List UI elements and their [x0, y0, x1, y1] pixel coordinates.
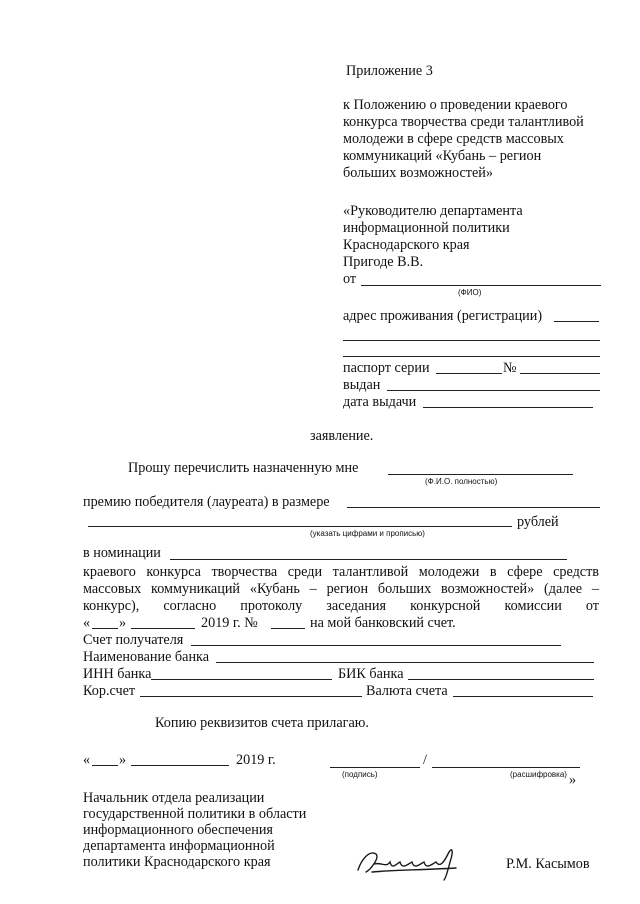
- position-line-2: государственной политики в области: [83, 806, 307, 822]
- contest-line-1: краевого конкурса творчества среди талантливой молодежи в сфере средств: [83, 564, 599, 580]
- corr-field[interactable]: [140, 696, 362, 697]
- corr-label: Кор.счет: [83, 683, 136, 699]
- contest-line-2: массовых коммуникаций «Кубань – регион больших возможностей» (далее –: [83, 581, 599, 597]
- position-line-1: Начальник отдела реализации: [83, 790, 265, 806]
- full-name-caption: (Ф.И.О. полностью): [425, 477, 498, 486]
- currency-account-field[interactable]: [453, 696, 593, 697]
- sign-year: 2019 г.: [236, 752, 276, 768]
- inn-field[interactable]: [151, 679, 332, 680]
- currency-account-label: Валюта счета: [366, 683, 448, 699]
- sign-day-field[interactable]: [92, 765, 118, 766]
- account-label: Счет получателя: [83, 632, 184, 648]
- amount-caption: (указать цифрами и прописью): [310, 529, 425, 538]
- issued-label: выдан: [343, 377, 381, 393]
- sign-slash: /: [423, 752, 427, 768]
- addressee-line-4: Пригоде В.В.: [343, 254, 424, 270]
- protocol-year-label: 2019 г. №: [201, 615, 258, 631]
- issue-date-label: дата выдачи: [343, 394, 417, 410]
- from-label: от: [343, 271, 357, 287]
- residence-line-2[interactable]: [343, 340, 600, 341]
- bik-field[interactable]: [408, 679, 594, 680]
- regulation-line-2: конкурса творчества среди талантливой: [343, 114, 584, 130]
- addressee-line-2: информационной политики: [343, 220, 510, 236]
- position-line-3: информационного обеспечения: [83, 822, 273, 838]
- bank-name-field[interactable]: [216, 662, 594, 663]
- decoding-field[interactable]: [432, 767, 580, 768]
- document-title: заявление.: [310, 428, 374, 444]
- fio-caption: (ФИО): [458, 288, 482, 297]
- appendix-title: Приложение 3: [346, 63, 433, 79]
- passport-number-label: №: [503, 360, 517, 376]
- closing-quote: »: [569, 772, 577, 788]
- decoding-caption: (расшифровка): [510, 770, 567, 779]
- regulation-line-1: к Положению о проведении краевого: [343, 97, 568, 113]
- addressee-line-3: Краснодарского края: [343, 237, 470, 253]
- prize-amount-field-2[interactable]: [88, 526, 512, 527]
- issue-date-field[interactable]: [423, 407, 593, 408]
- prize-label: премию победителя (лауреата) в размере: [83, 494, 330, 510]
- signature-caption: (подпись): [342, 770, 378, 779]
- bik-label: БИК банка: [338, 666, 404, 682]
- attachment-note: Копию реквизитов счета прилагаю.: [155, 715, 369, 731]
- currency-label: рублей: [517, 514, 559, 530]
- full-name-field[interactable]: [388, 474, 573, 475]
- prize-amount-field-1[interactable]: [347, 507, 600, 508]
- regulation-line-5: больших возможностей»: [343, 165, 493, 181]
- regulation-line-4: коммуникаций «Кубань – регион: [343, 148, 542, 164]
- bank-name-label: Наименование банка: [83, 649, 210, 665]
- nomination-label: в номинации: [83, 545, 161, 561]
- addressee-line-1: «Руководителю департамента: [343, 203, 523, 219]
- nomination-field[interactable]: [170, 559, 567, 560]
- handwritten-signature: [352, 840, 472, 884]
- protocol-day-field[interactable]: [92, 628, 118, 629]
- sign-month-field[interactable]: [131, 765, 229, 766]
- residence-line-1[interactable]: [554, 321, 599, 322]
- contest-line-3: конкурс), согласно протоколу заседания конкурсной комиссии от: [83, 598, 599, 614]
- regulation-line-3: молодежи в сфере средств массовых: [343, 131, 564, 147]
- request-label: Прошу перечислить назначенную мне: [128, 460, 359, 476]
- position-line-5: политики Краснодарского края: [83, 854, 271, 870]
- inn-label: ИНН банка: [83, 666, 152, 682]
- issued-field[interactable]: [387, 390, 600, 391]
- passport-series-field[interactable]: [436, 373, 502, 374]
- account-field[interactable]: [191, 645, 561, 646]
- bank-account-tail: на мой банковский счет.: [310, 615, 456, 631]
- sign-date-open: «: [83, 752, 91, 768]
- signature-field[interactable]: [330, 767, 420, 768]
- sign-date-close: »: [119, 752, 127, 768]
- passport-number-field[interactable]: [520, 373, 600, 374]
- protocol-number-field[interactable]: [271, 628, 305, 629]
- position-line-4: департамента информационной: [83, 838, 275, 854]
- date-close-quote: »: [119, 615, 127, 631]
- passport-series-label: паспорт серии: [343, 360, 430, 376]
- residence-label: адрес проживания (регистрации): [343, 308, 543, 324]
- residence-line-3[interactable]: [343, 356, 600, 357]
- protocol-month-field[interactable]: [131, 628, 195, 629]
- date-open-quote: «: [83, 615, 91, 631]
- from-fio-line[interactable]: [361, 285, 601, 286]
- signatory-name: Р.М. Касымов: [506, 856, 590, 872]
